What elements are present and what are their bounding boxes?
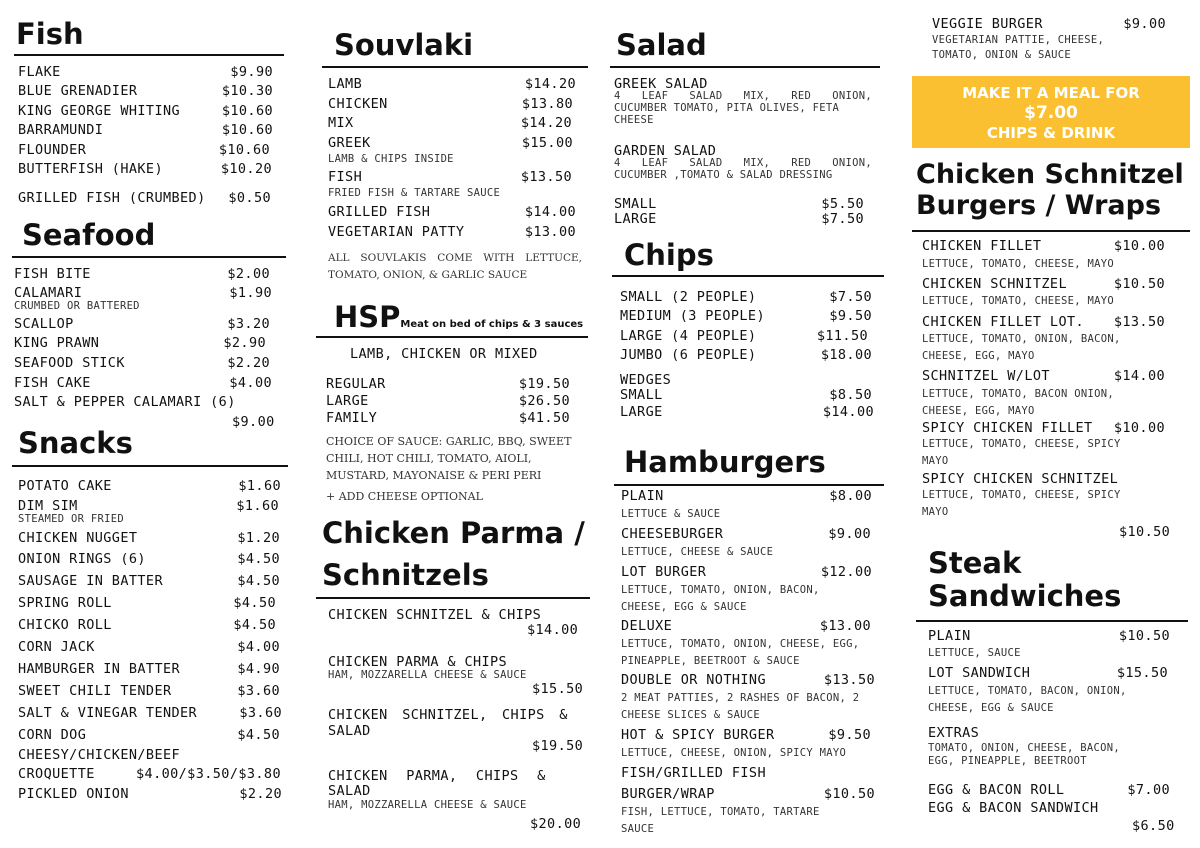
hsp-meat: LAMB, CHICKEN OR MIXED	[350, 346, 538, 362]
item-description: HAM, MOZZARELLA CHEESE & SAUCE	[328, 799, 527, 811]
item-description: CHEESE, EGG, MAYO	[922, 350, 1035, 362]
snacks-heading: Snacks	[18, 426, 133, 460]
menu-item: JUMBO (6 PEOPLE) $18.00	[620, 347, 872, 363]
menu-item: BARRAMUNDI $10.60	[18, 122, 273, 138]
item-description: LETTUCE, TOMATO, CHEESE, SPICY	[922, 489, 1121, 501]
menu-item: CROQUETTE $4.00/$3.50/$3.80	[18, 766, 281, 782]
menu-item: BUTTERFISH (HAKE) $10.20	[18, 161, 272, 177]
parma-heading-line1: Chicken Parma /	[322, 516, 585, 550]
meal-deal-banner	[912, 76, 1190, 148]
wedges-label: WEDGES	[620, 372, 672, 388]
menu-item: EGG & BACON ROLL $7.00	[928, 782, 1170, 798]
menu-item: FLAKE $9.90	[18, 64, 273, 80]
divider	[912, 230, 1190, 232]
menu-item: CALAMARI $1.90	[14, 285, 272, 301]
item-description: CHEESE, EGG, MAYO	[922, 405, 1035, 417]
divider	[14, 54, 284, 56]
menu-item: REGULAR $19.50	[326, 376, 570, 392]
menu-item: BURGER/WRAP $10.50	[621, 786, 875, 802]
menu-item: VEGETARIAN PATTY $13.00	[328, 224, 576, 240]
item-description: LETTUCE, TOMATO, ONION, BACON,	[922, 333, 1121, 345]
divider	[316, 597, 590, 599]
menu-item: SPICY CHICKEN SCHNITZEL	[922, 471, 1119, 487]
item-description: LETTUCE, CHEESE & SAUCE	[621, 546, 774, 558]
menu-item: KING PRAWN $2.90	[14, 335, 266, 351]
item-price: $15.50	[532, 681, 584, 697]
item-price: $9.00	[232, 414, 275, 430]
menu-item: SCHNITZEL W/LOT $14.00	[922, 368, 1165, 384]
menu-item: GRILLED FISH $14.00	[328, 204, 576, 220]
menu-item: CHEESEBURGER $9.00	[621, 526, 871, 542]
menu-item: CHICKEN NUGGET $1.20	[18, 530, 280, 546]
item-description: CRUMBED OR BATTERED	[14, 300, 140, 312]
menu-item: CHICKEN PARMA & CHIPS	[328, 654, 508, 670]
menu-item: GARDEN SALAD	[614, 143, 717, 159]
divider	[916, 620, 1188, 622]
item-price: $19.50	[532, 738, 584, 754]
steak-heading-line1: Steak	[928, 546, 1022, 580]
menu-item: LOT BURGER $12.00	[621, 564, 872, 580]
hamburgers-heading: Hamburgers	[624, 445, 826, 479]
hsp-cheese-note: + ADD CHEESE OPTIONAL	[326, 490, 483, 503]
item-price: $10.50	[1119, 524, 1171, 540]
menu-item: GRILLED FISH (CRUMBED) $0.50	[18, 190, 271, 206]
menu-item: SMALL $5.50	[614, 196, 864, 212]
menu-item: BLUE GRENADIER $10.30	[18, 83, 273, 99]
fish-heading: Fish	[16, 17, 84, 51]
item-description: LETTUCE, TOMATO, CHEESE, SPICY	[922, 438, 1121, 450]
item-description: CHEESE, EGG & SAUCE	[928, 702, 1054, 714]
item-description: CHEESE	[614, 114, 654, 126]
menu-item: PICKLED ONION $2.20	[18, 786, 282, 802]
menu-item: CORN JACK $4.00	[18, 639, 280, 655]
item-description: LETTUCE, TOMATO, BACON, ONION,	[928, 685, 1127, 697]
hsp-heading	[334, 300, 583, 334]
menu-item: KING GEORGE WHITING $10.60	[18, 103, 273, 119]
menu-item: SPRING ROLL $4.50	[18, 595, 276, 611]
menu-item: LARGE $26.50	[326, 393, 570, 409]
menu-item: CHICKEN PARMA, CHIPS &	[328, 768, 546, 784]
seafood-heading: Seafood	[22, 218, 156, 252]
divider	[316, 336, 588, 338]
item-description: SAUCE	[621, 823, 655, 835]
item-description: TOMATO, ONION & SAUCE	[932, 49, 1072, 61]
item-description: LETTUCE, TOMATO, CHEESE, MAYO	[922, 258, 1115, 270]
menu-item: CHEESY/CHICKEN/BEEF	[18, 747, 181, 763]
item-description: LETTUCE & SAUCE	[621, 508, 721, 520]
item-description: LETTUCE, SAUCE	[928, 647, 1021, 659]
menu-item-cont: SALAD	[328, 783, 371, 799]
menu-item: FLOUNDER $10.60	[18, 142, 270, 158]
item-description: STEAMED OR FRIED	[18, 513, 124, 525]
menu-item: CHICKEN SCHNITZEL & CHIPS	[328, 607, 542, 623]
menu-item: CHICKEN FILLET LOT. $13.50	[922, 314, 1165, 330]
menu-item: CHICKEN SCHNITZEL, CHIPS &	[328, 707, 568, 723]
hsp-title: HSP	[334, 300, 401, 334]
menu-item: SALT & VINEGAR TENDER $3.60	[18, 705, 282, 721]
divider	[12, 465, 288, 467]
hsp-subtitle: Meat on bed of chips & 3 sauces	[400, 319, 584, 330]
menu-item: EGG & BACON SANDWICH	[928, 800, 1099, 816]
item-description: LETTUCE, TOMATO, CHEESE, MAYO	[922, 295, 1115, 307]
menu-item: SALT & PEPPER CALAMARI (6)	[14, 394, 236, 410]
menu-item: SEAFOOD STICK $2.20	[14, 355, 270, 371]
item-description: MAYO	[922, 455, 949, 467]
menu-item: SMALL (2 PEOPLE) $7.50	[620, 289, 872, 305]
divider	[612, 275, 884, 277]
menu-item: FAMILY $41.50	[326, 410, 570, 426]
divider	[12, 256, 286, 258]
item-price: $20.00	[530, 816, 582, 832]
item-description: CUCUMBER ,TOMATO & SALAD DRESSING	[614, 169, 833, 181]
menu-item: PLAIN $10.50	[928, 628, 1170, 644]
menu-item: SPICY CHICKEN FILLET $10.00	[922, 420, 1165, 436]
menu-item: CHICKO ROLL $4.50	[18, 617, 276, 633]
meal-line1: MAKE IT A MEAL FOR	[962, 84, 1140, 102]
menu-item: HOT & SPICY BURGER $9.50	[621, 727, 871, 743]
meal-line3: CHIPS & DRINK	[986, 124, 1116, 142]
menu-item: PLAIN $8.00	[621, 488, 872, 504]
menu-item: CHICKEN FILLET $10.00	[922, 238, 1165, 254]
menu-item: CORN DOG $4.50	[18, 727, 280, 743]
menu-item: CHICKEN $13.80	[328, 96, 573, 112]
hsp-sauce-note: CHOICE OF SAUCE: GARLIC, BBQ, SWEET CHILI, HOT CHILI, TOMATO, AIOLI, MUSTARD, MAYONAISE & PERI PERI	[326, 435, 572, 482]
item-description: LETTUCE, TOMATO, BACON ONION,	[922, 388, 1115, 400]
extras-description: TOMATO, ONION, CHEESE, BACON,	[928, 742, 1121, 754]
item-description: CHEESE, EGG & SAUCE	[621, 601, 747, 613]
souvlaki-note: ALL SOUVLAKIS COME WITH LETTUCE, TOMATO, ONION, & GARLIC SAUCE	[328, 252, 582, 281]
menu-item: SMALL $8.50	[620, 387, 872, 403]
menu-item: LOT SANDWICH $15.50	[928, 665, 1168, 681]
menu-item: FISH CAKE $4.00	[14, 375, 272, 391]
menu-item: DIM SIM $1.60	[18, 498, 279, 514]
meal-price: $7.00	[1024, 103, 1078, 123]
menu-item: LARGE (4 PEOPLE) $11.50	[620, 328, 868, 344]
item-description: MAYO	[922, 506, 949, 518]
menu-item: SCALLOP $3.20	[14, 316, 270, 332]
menu-item: LAMB $14.20	[328, 76, 576, 92]
menu-item: POTATO CAKE $1.60	[18, 478, 281, 494]
menu-item: MIX $14.20	[328, 115, 572, 131]
item-description: CUCUMBER TOMATO, PITA OLIVES, FETA	[614, 102, 840, 114]
extras-label: EXTRAS	[928, 725, 980, 741]
menu-item: CHICKEN SCHNITZEL $10.50	[922, 276, 1165, 292]
divider	[610, 66, 880, 68]
menu-item: ONION RINGS (6) $4.50	[18, 551, 280, 567]
menu-item-cont: SALAD	[328, 723, 371, 739]
item-description: 2 MEAT PATTIES, 2 RASHES OF BACON, 2	[621, 692, 860, 704]
item-price: $14.00	[527, 622, 579, 638]
menu-item: LARGE $14.00	[620, 404, 874, 420]
menu-item: GREEK SALAD	[614, 76, 708, 92]
item-price: $6.50	[1132, 818, 1175, 834]
schnitzel-heading-line1: Chicken Schnitzel	[916, 159, 1184, 190]
item-description: HAM, MOZZARELLA CHEESE & SAUCE	[328, 669, 527, 681]
extras-description: EGG, PINEAPPLE, BEETROOT	[928, 755, 1087, 767]
steak-heading-line2: Sandwiches	[928, 579, 1122, 613]
menu-item: DELUXE $13.00	[621, 618, 871, 634]
menu-item: FISH/GRILLED FISH	[621, 765, 766, 781]
menu-item: SWEET CHILI TENDER $3.60	[18, 683, 280, 699]
salad-heading: Salad	[616, 28, 707, 62]
item-description: LAMB & CHIPS INSIDE	[328, 153, 454, 165]
divider	[322, 66, 588, 68]
divider	[614, 484, 884, 486]
chips-heading: Chips	[624, 238, 714, 272]
item-description: FRIED FISH & TARTARE SAUCE	[328, 187, 501, 199]
menu-item: FISH $13.50	[328, 169, 572, 185]
menu-item: GREEK $15.00	[328, 135, 573, 151]
item-description: PINEAPPLE, BEETROOT & SAUCE	[621, 655, 800, 667]
item-description: CHEESE SLICES & SAUCE	[621, 709, 761, 721]
item-description: LETTUCE, TOMATO, ONION, CHEESE, EGG,	[621, 638, 860, 650]
menu-item: VEGGIE BURGER $9.00	[932, 16, 1166, 32]
item-description: 4 LEAF SALAD MIX, RED ONION,	[614, 90, 872, 102]
menu-item: MEDIUM (3 PEOPLE) $9.50	[620, 308, 872, 324]
item-description: LETTUCE, TOMATO, ONION, BACON,	[621, 584, 820, 596]
menu-item: DOUBLE OR NOTHING $13.50	[621, 672, 875, 688]
schnitzel-heading-line2: Burgers / Wraps	[916, 190, 1162, 221]
item-description: 4 LEAF SALAD MIX, RED ONION,	[614, 157, 872, 169]
menu-item: HAMBURGER IN BATTER $4.90	[18, 661, 280, 677]
item-description: VEGETARIAN PATTIE, CHEESE,	[932, 34, 1105, 46]
menu-item: SAUSAGE IN BATTER $4.50	[18, 573, 280, 589]
menu-item: LARGE $7.50	[614, 211, 864, 227]
item-description: LETTUCE, CHEESE, ONION, SPICY MAYO	[621, 747, 847, 759]
parma-heading-line2: Schnitzels	[322, 558, 489, 592]
souvlaki-heading: Souvlaki	[334, 28, 474, 62]
menu-item: FISH BITE $2.00	[14, 266, 270, 282]
item-description: FISH, LETTUCE, TOMATO, TARTARE	[621, 806, 820, 818]
